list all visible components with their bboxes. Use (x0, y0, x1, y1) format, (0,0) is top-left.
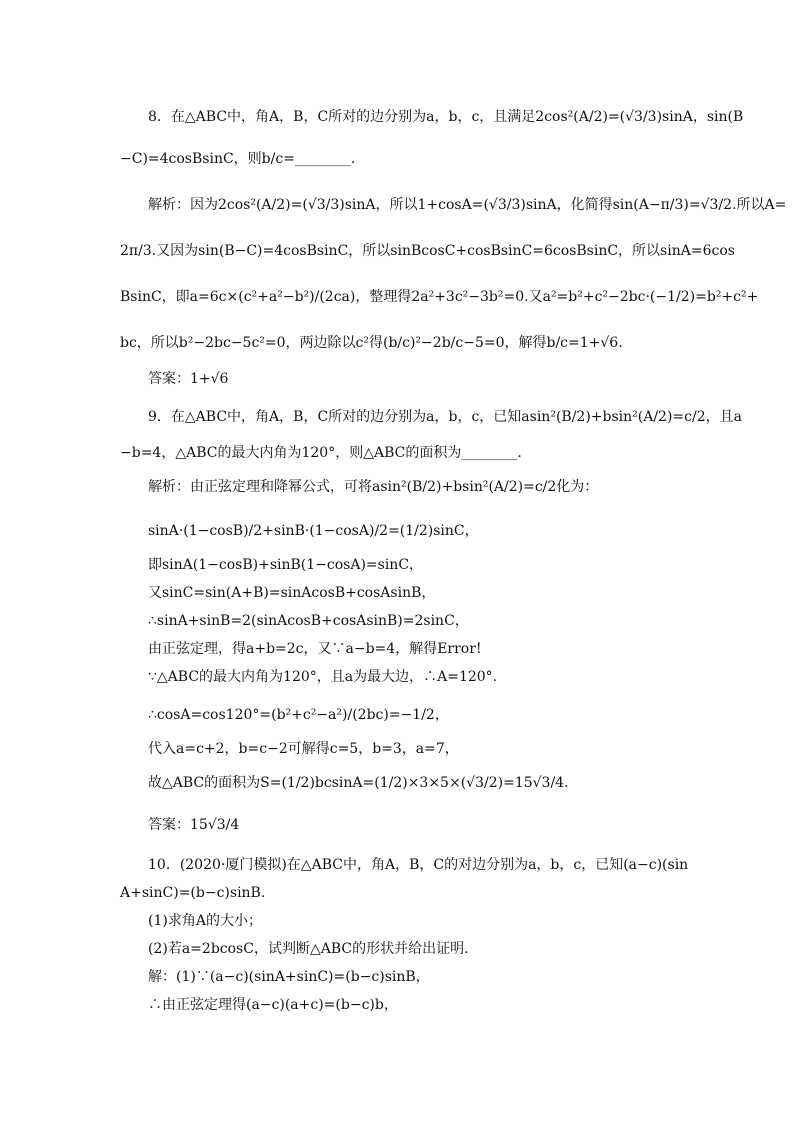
q10-solution-line-1: 解：(1)∵(a−c)(sinA+sinC)=(b−c)sinB， (148, 969, 430, 985)
q10-part-1: (1)求角A的大小； (148, 913, 262, 929)
q8-solution-line-1: 解析：因为2cos²(A/2)=(√3/3)sinA，所以1+cosA=(√3/3)sinA，化简得sin(A−π/3)=√3/2.所以A= (148, 197, 787, 213)
q10-problem-line-2: A+sinC)=(b−c)sinB. (120, 885, 266, 901)
q8-solution-line-3: BsinC，即a=6c×(c²+a²−b²)/(2ca)，整理得2a²+3c²−3b²=0.又a²=b²+c²−2bc·(−1/2)=b²+c²+ (120, 289, 759, 305)
q9-solution-line-3: 即sinA(1−cosB)+sinB(1−cosA)=sinC， (148, 557, 424, 573)
q8-solution-line-4: bc，所以b²−2bc−5c²=0，两边除以c²得(b/c)²−2b/c−5=0，解得b/c=1+√6. (120, 335, 623, 351)
q10-part-2: (2)若a=2bcosC，试判断△ABC的形状并给出证明. (148, 941, 469, 957)
q9-solution-line-6: 由正弦定理，得a+b=2c，又∵a−b=4，解得Error! (148, 641, 482, 657)
q10-solution-line-2: ∴由正弦定理得(a−c)(a+c)=(b−c)b， (148, 997, 398, 1013)
q8-problem-line-2: −C)=4cosBsinC，则b/c=________. (120, 151, 356, 167)
q9-solution-line-8: ∴cosA=cos120°=(b²+c²−a²)/(2bc)=−1/2， (148, 707, 449, 723)
q9-solution-line-10: 故△ABC的面积为S=(1/2)bcsinA=(1/2)×3×5×(√3/2)=15√3/4. (148, 775, 569, 791)
q8-problem-line-1: 8．在△ABC中，角A，B，C所对的边分别为a，b，c，且满足2cos²(A/2)=(√3/3)sinA，sin(B (148, 109, 744, 125)
q9-solution-line-2: sinA·(1−cosB)/2+sinB·(1−cosA)/2=(1/2)sinC， (148, 523, 479, 539)
q10-problem-line-1: 10．(2020·厦门模拟)在△ABC中，角A，B，C的对边分别为a，b，c，已知(a−c)(sin (148, 857, 689, 873)
q9-solution-line-1: 解析：由正弦定理和降幂公式，可将asin²(B/2)+bsin²(A/2)=c/2化为： (148, 479, 599, 495)
q9-problem-line-2: −b=4，△ABC的最大内角为120°，则△ABC的面积为________. (120, 445, 522, 461)
q8-solution-line-2: 2π/3.又因为sin(B−C)=4cosBsinC，所以sinBcosC+cosBsinC=6cosBsinC，所以sinA=6cos (120, 243, 735, 259)
q9-solution-line-9: 代入a=c+2，b=c−2可解得c=5，b=3，a=7， (148, 741, 459, 757)
q9-solution-line-4: 又sinC=sin(A+B)=sinAcosB+cosAsinB， (148, 585, 436, 601)
q9-answer: 答案：15√3/4 (148, 817, 240, 833)
q9-solution-line-7: ∵△ABC的最大内角为120°，且a为最大边，∴A=120°. (148, 669, 498, 685)
q9-solution-line-5: ∴sinA+sinB=2(sinAcosB+cosAsinB)=2sinC， (148, 613, 469, 629)
q9-problem-line-1: 9．在△ABC中，角A，B，C所对的边分别为a，b，c，已知asin²(B/2)+bsin²(A/2)=c/2，且a (148, 409, 742, 425)
q8-answer: 答案：1+√6 (148, 371, 229, 387)
